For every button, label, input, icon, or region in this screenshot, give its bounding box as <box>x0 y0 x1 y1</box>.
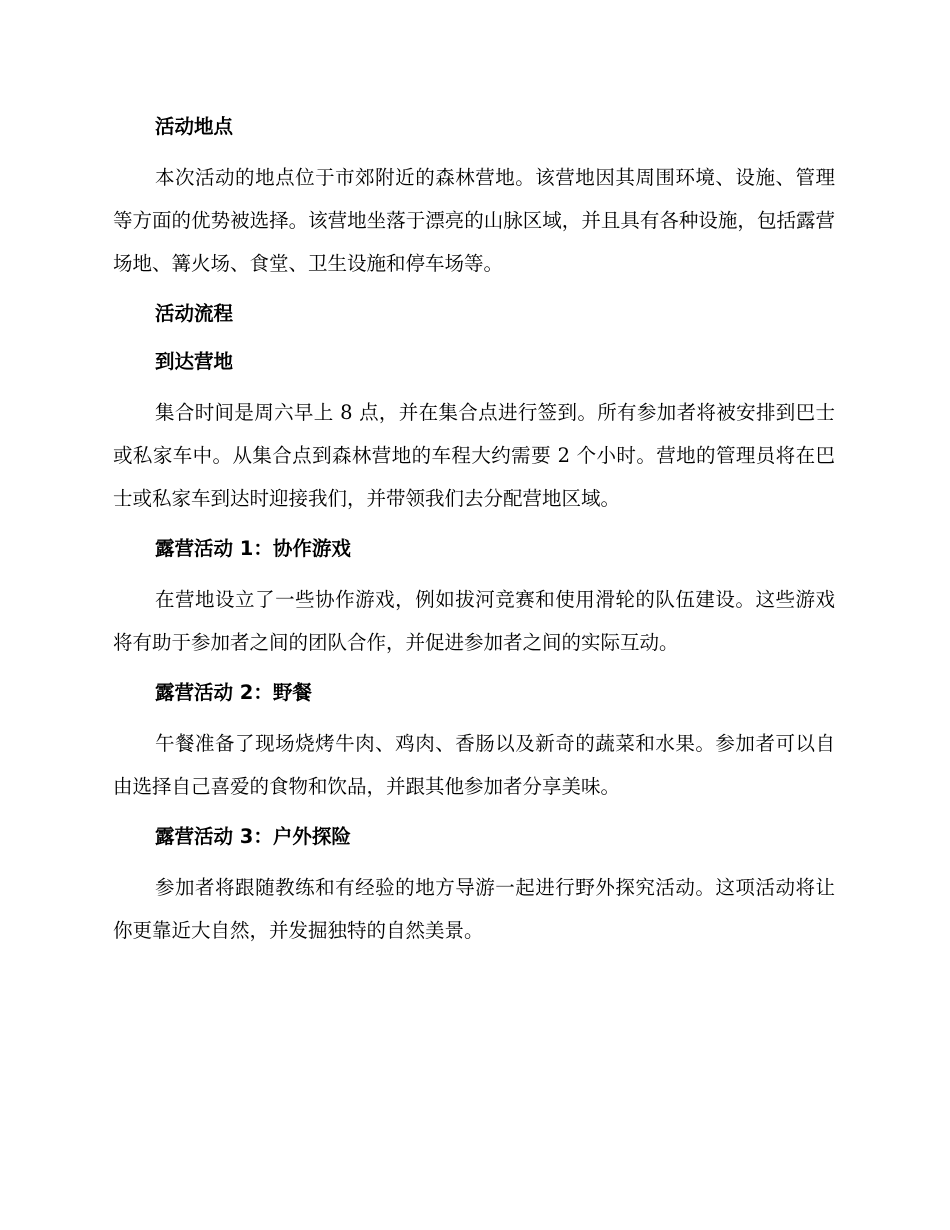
paragraph-arrive-camp: 集合时间是周六早上 8 点，并在集合点进行签到。所有参加者将被安排到巴士或私家车中。从集合点到森林营地的车程大约需要 2 个小时。营地的管理员将在巴士或私家车到达时迎接我们，并带领我们去分配营地区域。 <box>113 401 835 510</box>
heading-camping-activity-1: 露营活动 1：协作游戏 <box>155 537 351 560</box>
heading-camping-activity-3: 露营活动 3：户外探险 <box>155 825 351 848</box>
paragraph-camping-activity-2: 午餐准备了现场烧烤牛肉、鸡肉、香肠以及新奇的蔬菜和水果。参加者可以自由选择自己喜爱的食物和饮品，并跟其他参加者分享美味。 <box>113 732 835 798</box>
heading-camping-activity-2: 露营活动 2：野餐 <box>155 681 312 704</box>
paragraph-activity-location: 本次活动的地点位于市郊附近的森林营地。该营地因其周围环境、设施、管理等方面的优势被选择。该营地坐落于漂亮的山脉区域，并且具有各种设施，包括露营场地、篝火场、食堂、卫生设施和停车场等。 <box>113 166 835 275</box>
paragraph-camping-activity-3: 参加者将跟随教练和有经验的地方导游一起进行野外探究活动。这项活动将让你更靠近大自然，并发掘独特的自然美景。 <box>113 876 835 942</box>
document-body <box>113 108 835 962</box>
paragraph-camping-activity-1: 在营地设立了一些协作游戏，例如拔河竞赛和使用滑轮的队伍建设。这些游戏将有助于参加者之间的团队合作，并促进参加者之间的实际互动。 <box>113 588 835 654</box>
heading-arrive-camp: 到达营地 <box>155 350 234 373</box>
heading-activity-location: 活动地点 <box>155 115 234 138</box>
heading-activity-process: 活动流程 <box>155 302 234 325</box>
